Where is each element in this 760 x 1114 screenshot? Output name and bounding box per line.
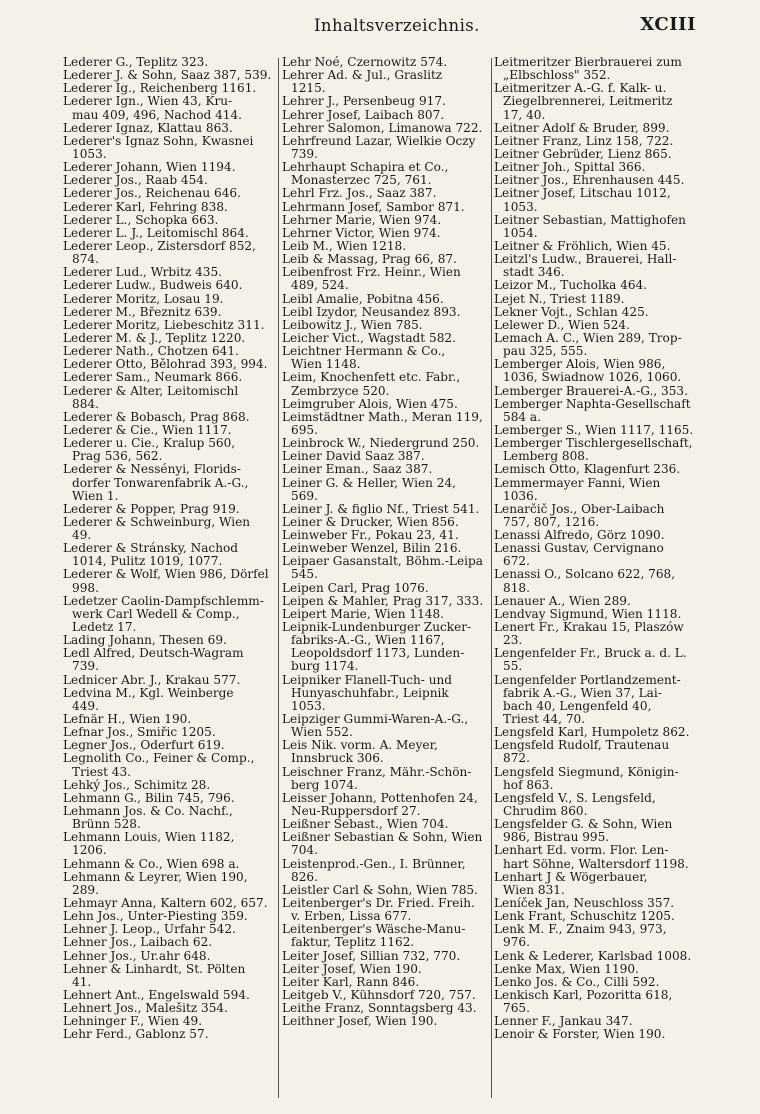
index-entry-line: Leiter Josef, Sillian 732, 770.: [282, 949, 461, 963]
index-entry-line: Lederer L. J., Leitomischl 864.: [63, 226, 249, 240]
index-entry-line: Leitner Adolf & Bruder, 899.: [494, 121, 670, 135]
index-entry-line: Leitner & Fröhlich, Wien 45.: [494, 239, 671, 253]
index-entry-line: Lenke Max, Wien 1190.: [494, 962, 639, 976]
index-entry-line: Leipniker Flanell-Tuch- und: [282, 673, 453, 687]
index-entry-line: Legner Jos., Oderfurt 619.: [63, 739, 225, 753]
index-entry-line: Lederer Moritz, Losau 19.: [63, 292, 224, 306]
index-entry-line: Wien 552.: [291, 726, 353, 740]
page-header: [0, 10, 760, 44]
index-entry-line: Lenko Jos. & Co., Cilli 592.: [494, 975, 660, 989]
index-entry-line: Leichtner Hermann & Co.,: [282, 345, 446, 359]
index-entry-line: Lederer & Stránsky, Nachod: [63, 542, 239, 556]
index-entry-line: Lederer G., Teplitz 323.: [63, 56, 209, 69]
index-entry-line: Leiter Josef, Wien 190.: [282, 962, 422, 976]
index-entry-line: 757, 807, 1216.: [503, 515, 600, 529]
index-entry-line: 739.: [291, 147, 318, 161]
index-entry-line: Lederer Otto, Bělohrad 393, 994.: [63, 358, 268, 372]
index-entry-line: Lenkisch Karl, Pozoritta 618,: [494, 988, 673, 1002]
index-entry-line: Lefnär H., Wien 190.: [63, 713, 192, 727]
index-entry-line: 584 a.: [503, 410, 541, 424]
index-entry-line: Leinweber Wenzel, Bilin 216.: [282, 542, 462, 556]
index-entry-line: Lemisch Otto, Klagenfurt 236.: [494, 463, 681, 477]
index-entry-line: Lehrer Salomon, Limanowa 722.: [282, 121, 483, 135]
index-entry-line: Lemberger Naphta-Gesellschaft: [494, 397, 691, 411]
index-entry-line: Lederer Ludw., Budweis 640.: [63, 279, 243, 293]
index-entry-line: Leiner J. & figlio Nf., Triest 541.: [282, 502, 480, 516]
index-entry-line: Lederer Jos., Reichenau 646.: [63, 187, 241, 201]
index-entry-line: Ledetz 17.: [72, 621, 137, 635]
index-entry-line: Leipnik-Lundenburger Zucker-: [282, 621, 472, 635]
index-entry-line: Leiner G. & Heller, Wien 24,: [282, 476, 457, 490]
index-entry-line: Leopoldsdorf 1173, Lunden-: [291, 647, 465, 661]
index-entry-line: Lejet N., Triest 1189.: [494, 292, 625, 306]
index-entry-line: Leitner Sebastian, Mattighofen: [494, 213, 686, 227]
index-entry-line: 449.: [72, 699, 99, 713]
index-entry-line: Lemberger S., Wien 1117, 1165.: [494, 423, 694, 437]
index-entry-line: Lemberger Brauerei-A.-G., 353.: [494, 384, 688, 398]
index-entry-line: 672.: [503, 555, 530, 569]
index-entry-line: Leiner Eman., Saaz 387.: [282, 463, 433, 477]
index-entry-line: Lednicer Abr. J., Krakau 577.: [63, 673, 241, 687]
index-entry-line: Lemberg 808.: [503, 450, 589, 464]
index-column-1: [63, 56, 273, 1042]
index-entry-line: Leimgruber Alois, Wien 475.: [282, 397, 458, 411]
index-entry-line: Ledetzer Caolin-Dampfschlemm-: [63, 594, 264, 608]
index-entry-line: Leibl Amalie, Pobitna 456.: [282, 292, 444, 306]
index-entry-line: Lenarčič Jos., Ober-Laibach: [494, 502, 665, 516]
index-entry-line: Lederer Sam., Neumark 866.: [63, 371, 243, 385]
index-entry-line: Lelewer D., Wien 524.: [494, 318, 630, 332]
index-entry-line: Lederer Jos., Raab 454.: [63, 174, 208, 188]
index-entry-line: 695.: [291, 423, 318, 437]
index-entry-line: Lederer & Alter, Leitomischl: [63, 384, 239, 398]
index-entry-line: Leiner & Drucker, Wien 856.: [282, 515, 459, 529]
index-entry-line: Monasterzec 725, 761.: [291, 174, 432, 188]
index-entry-line: Leibenfrost Frz. Heinr., Wien: [282, 266, 461, 280]
index-entry-line: Lehr Noé, Czernowitz 574.: [282, 56, 448, 69]
index-entry-line: stadt 346.: [503, 266, 565, 280]
index-entry-line: Lekner Vojt., Schlan 425.: [494, 305, 649, 319]
index-entry-line: Lederer M., Březnitz 639.: [63, 305, 222, 319]
index-entry-line: Wien 1148.: [291, 358, 361, 372]
index-entry-line: Lederer Moritz, Liebeschitz 311.: [63, 318, 265, 332]
index-entry-line: 569.: [291, 489, 318, 503]
index-entry-line: Lederer & Nessényi, Florids-: [63, 463, 241, 477]
index-entry-line: 41.: [72, 975, 92, 989]
index-entry-line: Lehner J. Leop., Urfahr 542.: [63, 923, 236, 937]
index-entry-line: Lehrhaupt Schapira et Co.,: [282, 161, 449, 175]
index-entry-line: Leizor M., Tucholka 464.: [494, 279, 648, 293]
index-entry-line: berg 1074.: [291, 778, 358, 792]
index-entry-line: Leißner Sebastian & Sohn, Wien: [282, 831, 483, 845]
index-entry-line: Leiner David Saaz 387.: [282, 450, 425, 464]
index-entry-line: Triest 44, 70.: [503, 713, 586, 727]
index-entry-line: Lenoir & Forster, Wien 190.: [494, 1028, 666, 1042]
index-entry-line: Leníček Jan, Neuschloss 357.: [494, 897, 675, 910]
index-entry-line: Lenassi Gustav, Cervignano: [494, 542, 664, 556]
index-entry-line: Leitmeritzer A.-G. f. Kalk- u.: [494, 82, 667, 96]
index-entry-line: dorfer Tonwarenfabrik A.-G.,: [72, 476, 249, 490]
index-entry-line: Leißner Sebast., Wien 704.: [282, 818, 449, 832]
index-entry-line: Legnolith Co., Feiner & Comp.,: [63, 752, 255, 766]
index-entry-line: Leis Nik. vorm. A. Meyer,: [282, 739, 438, 753]
index-entry-line: 1054.: [503, 226, 538, 240]
column-divider: [278, 58, 279, 1098]
index-entry-line: Lehmann Louis, Wien 1182,: [63, 831, 235, 845]
index-entry-line: 986, Bistrau 995.: [503, 831, 610, 845]
index-entry-line: hart Söhne, Waltersdorf 1198.: [503, 857, 689, 871]
index-entry-line: Lading Johann, Thesen 69.: [63, 634, 227, 648]
index-entry-line: Lederer & Popper, Prag 919.: [63, 502, 240, 516]
index-entry-line: Lehrer Josef, Laibach 807.: [282, 108, 445, 122]
column-divider: [491, 58, 492, 1098]
index-entry-line: Lengsfeld Karl, Humpoletz 862.: [494, 726, 690, 740]
index-entry-line: 872.: [503, 752, 530, 766]
index-entry-line: Lehninger F., Wien 49.: [63, 1015, 203, 1029]
index-entry-line: pau 325, 555.: [503, 345, 588, 359]
index-entry-line: Leitner Joh., Spittal 366.: [494, 161, 646, 175]
index-entry-line: Leitenberger's Wäsche-Manu-: [282, 923, 466, 937]
index-entry-line: Lederer & Wolf, Wien 986, Dörfel: [63, 568, 269, 582]
index-entry-line: Lemach A. C., Wien 289, Trop-: [494, 331, 682, 345]
index-entry-line: Leicher Vict., Wagstadt 582.: [282, 331, 456, 345]
index-entry-line: Lehmann Jos. & Co. Nachf.,: [63, 805, 233, 819]
index-entry-line: Lehrner Marie, Wien 974.: [282, 213, 442, 227]
index-entry-line: Lemmermayer Fanni, Wien: [494, 476, 661, 490]
index-entry-line: Leipen Carl, Prag 1076.: [282, 581, 429, 595]
index-entry-line: Prag 536, 562.: [72, 450, 163, 464]
index-entry-line: Chrudim 860.: [503, 805, 588, 819]
index-entry-line: Leitgeb V., Kühnsdorf 720, 757.: [282, 988, 476, 1002]
index-entry-line: 1053.: [503, 200, 538, 214]
index-entry-line: Wien 831.: [503, 883, 565, 897]
index-entry-line: Lehmann & Leyrer, Wien 190,: [63, 870, 248, 884]
index-entry-line: Lederer M. & J., Teplitz 1220.: [63, 331, 246, 345]
index-entry-line: Ziegelbrennerei, Leitmeritz: [503, 95, 673, 109]
index-entry-line: Hunyaschuhfabr., Leipnik: [291, 686, 449, 700]
index-entry-line: Lengsfelder G. & Sohn, Wien: [494, 818, 673, 832]
index-entry-line: Lehrner Victor, Wien 974.: [282, 226, 441, 240]
index-entry-line: 49.: [72, 529, 92, 543]
index-entry-line: Lederer & Schweinburg, Wien: [63, 515, 251, 529]
index-entry-line: Neu-Ruppersdorf 27.: [291, 805, 421, 819]
page-number: XCIII: [640, 14, 696, 35]
index-entry-line: Lengsfeld Rudolf, Trautenau: [494, 739, 670, 753]
index-entry-line: Ledl Alfred, Deutsch-Wagram: [63, 647, 244, 661]
index-entry-line: Leipert Marie, Wien 1148.: [282, 607, 445, 621]
index-entry-line: Lehner Jos., Laibach 62.: [63, 936, 213, 950]
index-entry-line: Lefnar Jos., Smiřic 1205.: [63, 726, 216, 740]
index-entry-line: Lenk & Lederer, Karlsbad 1008.: [494, 949, 692, 963]
index-entry-line: Lenauer A., Wien 289.: [494, 594, 631, 608]
index-entry-line: Leistler Carl & Sohn, Wien 785.: [282, 883, 478, 897]
index-entry-line: Brünn 528.: [72, 818, 141, 832]
index-entry-line: 1053.: [72, 147, 107, 161]
index-entry-line: Leithner Josef, Wien 190.: [282, 1015, 438, 1029]
index-entry-line: Lenk Frant, Schuschitz 1205.: [494, 910, 675, 924]
index-entry-line: 1014, Pulitz 1019, 1077.: [72, 555, 223, 569]
index-entry-line: 976.: [503, 936, 530, 950]
index-entry-line: 489, 524.: [291, 279, 349, 293]
index-entry-line: Lederer Nath., Chotzen 641.: [63, 345, 239, 359]
index-entry-line: fabriks-A.-G., Wien 1167,: [291, 634, 445, 648]
index-entry-line: Ledvina M., Kgl. Weinberge: [63, 686, 234, 700]
index-entry-line: Lenhart J & Wögerbauer,: [494, 870, 648, 884]
index-entry-line: Leipaer Gasanstalt, Böhm.-Leipa: [282, 555, 483, 569]
index-entry-line: 998.: [72, 581, 99, 595]
index-entry-line: Lengenfelder Fr., Bruck a. d. L.: [494, 647, 687, 661]
index-entry-line: Lenk M. F., Znaim 943, 973,: [494, 923, 667, 937]
index-entry-line: Leiter Karl, Rann 846.: [282, 975, 420, 989]
index-entry-line: hof 863.: [503, 778, 554, 792]
index-entry-line: v. Erben, Lissa 677.: [291, 910, 412, 924]
index-entry-line: 1053.: [291, 699, 326, 713]
index-entry-line: 545.: [291, 568, 318, 582]
index-entry-line: Lehmann G., Bilin 745, 796.: [63, 791, 235, 805]
index-column-3: [494, 56, 699, 1042]
index-entry-line: Lengenfelder Portlandzement-: [494, 673, 681, 687]
index-entry-line: Leimstädtner Math., Meran 119,: [282, 410, 483, 424]
index-entry-line: Leitner Gebrüder, Lienz 865.: [494, 147, 672, 161]
index-entry-line: 1036, Swiadnow 1026, 1060.: [503, 371, 682, 385]
index-entry-line: Lederer J. & Sohn, Saaz 387, 539.: [63, 69, 272, 83]
index-entry-line: Lederer Ignaz, Klattau 863.: [63, 121, 233, 135]
index-entry-line: Lederer & Cie., Wien 1117.: [63, 423, 232, 437]
index-entry-line: Lehrl Frz. Jos., Saaz 387.: [282, 187, 437, 201]
index-entry-line: Lehrer Ad. & Jul., Graslitz: [282, 69, 443, 83]
index-entry-line: 874.: [72, 253, 99, 267]
index-entry-line: Innsbruck 306.: [291, 752, 384, 766]
index-entry-line: Lehký Jos., Schimitz 28.: [63, 778, 211, 792]
index-entry-line: Wien 1.: [72, 489, 119, 503]
index-entry-line: Lederer Leop., Zistersdorf 852,: [63, 239, 256, 253]
index-entry-line: 1215.: [291, 82, 326, 96]
index-entry-line: Leisser Johann, Pottenhofen 24,: [282, 791, 478, 805]
index-entry-line: Leischner Franz, Mähr.-Schön-: [282, 765, 472, 779]
index-entry-line: Leim, Knochenfett etc. Fabr.,: [282, 371, 461, 385]
index-entry-line: Lederer Karl, Fehring 838.: [63, 200, 228, 214]
index-entry-line: Leitner Jos., Ehrenhausen 445.: [494, 174, 685, 188]
index-entry-line: 289.: [72, 883, 99, 897]
index-entry-line: 765.: [503, 1002, 530, 1016]
index-entry-line: 17, 40.: [503, 108, 546, 122]
index-entry-line: Lehnert Jos., Malešitz 354.: [63, 1002, 228, 1016]
index-entry-line: 826.: [291, 870, 318, 884]
index-entry-line: Lehner Jos., Ur.ahr 648.: [63, 949, 211, 963]
index-entry-line: 1206.: [72, 844, 107, 858]
index-entry-line: Lehner & Linhardt, St. Pölten: [63, 962, 246, 976]
index-entry-line: Leibowitz J., Wien 785.: [282, 318, 423, 332]
index-entry-line: Lederer & Bobasch, Prag 868.: [63, 410, 250, 424]
index-entry-line: Lenhart Ed. vorm. Flor. Len-: [494, 844, 669, 858]
index-entry-line: Zembrzyce 520.: [291, 384, 390, 398]
index-entry-line: Lengsfeld V., S. Lengsfeld,: [494, 791, 656, 805]
index-entry-line: Leitmeritzer Bierbrauerei zum: [494, 56, 682, 69]
index-entry-line: Lehr Ferd., Gablonz 57.: [63, 1028, 209, 1042]
index-entry-line: 704.: [291, 844, 318, 858]
index-entry-line: 23.: [503, 634, 523, 648]
index-entry-line: Lehrfreund Lazar, Wielkie Oczy: [282, 134, 476, 148]
index-entry-line: Lenert Fr., Krakau 15, Plaszów: [494, 621, 684, 635]
index-entry-line: Lenner F., Jankau 347.: [494, 1015, 633, 1029]
index-entry-line: burg 1174.: [291, 660, 359, 674]
index-entry-line: Leipziger Gummi-Waren-A.-G.,: [282, 713, 469, 727]
index-entry-line: Leithe Franz, Sonntagsberg 43.: [282, 1002, 477, 1016]
index-entry-line: Lehrmann Josef, Sambor 871.: [282, 200, 465, 214]
index-entry-line: Leitzl's Ludw., Brauerei, Hall-: [494, 253, 677, 267]
index-entry-line: fabrik A.-G., Wien 37, Lai-: [503, 686, 662, 700]
index-entry-line: Lehrer J., Persenbeug 917.: [282, 95, 446, 109]
index-entry-line: Leipen & Mahler, Prag 317, 333.: [282, 594, 484, 608]
index-entry-line: Leitner Josef, Litschau 1012,: [494, 187, 671, 201]
index-entry-line: Leibl Izydor, Neusandez 893.: [282, 305, 461, 319]
index-entry-line: Lederer L., Schopka 663.: [63, 213, 219, 227]
index-entry-line: Lederer Ign., Wien 43, Kru-: [63, 95, 233, 109]
index-entry-line: Lenassi O., Solcano 622, 768,: [494, 568, 676, 582]
index-entry-line: Leinweber Fr., Pokau 23, 41.: [282, 529, 459, 543]
index-entry-line: Lengsfeld Siegmund, Königin-: [494, 765, 679, 779]
index-entry-line: Lemberger Alois, Wien 986,: [494, 358, 666, 372]
index-entry-line: 739.: [72, 660, 99, 674]
index-entry-line: Lehnert Ant., Engelswald 594.: [63, 988, 250, 1002]
index-entry-line: Lemberger Tischlergesellschaft,: [494, 437, 693, 451]
index-entry-line: Lehmayr Anna, Kaltern 602, 657.: [63, 897, 268, 910]
index-entry-line: bach 40, Lengenfeld 40,: [503, 699, 652, 713]
index-entry-line: Leinbrock W., Niedergrund 250.: [282, 437, 480, 451]
index-entry-line: Lendvay Sigmund, Wien 1118.: [494, 607, 682, 621]
index-entry-line: 884.: [72, 397, 99, 411]
index-column-2: [282, 56, 490, 1028]
index-entry-line: faktur, Teplitz 1162.: [291, 936, 415, 950]
index-entry-line: Lederer u. Cie., Kralup 560,: [63, 437, 236, 451]
index-entry-line: „Elbschloss" 352.: [503, 69, 611, 83]
index-entry-line: Lenassi Alfredo, Görz 1090.: [494, 529, 665, 543]
index-entry-line: Lederer Johann, Wien 1194.: [63, 161, 236, 175]
index-entry-line: Lederer's Ignaz Sohn, Kwasnei: [63, 134, 254, 148]
index-entry-line: mau 409, 496, Nachod 414.: [72, 108, 243, 122]
index-entry-line: werk Carl Wedell & Comp.,: [72, 607, 240, 621]
index-entry-line: Lederer Ig., Reichenberg 1161.: [63, 82, 257, 96]
index-entry-line: 1036.: [503, 489, 538, 503]
index-entry-line: 818.: [503, 581, 530, 595]
index-entry-line: Leitner Franz, Linz 158, 722.: [494, 134, 674, 148]
index-entry-line: Leib & Massag, Prag 66, 87.: [282, 253, 457, 267]
index-entry-line: Lehmann & Co., Wien 698 a.: [63, 857, 240, 871]
index-entry-line: Triest 43.: [72, 765, 132, 779]
index-entry-line: 55.: [503, 660, 523, 674]
index-entry-line: Lederer Lud., Wrbitz 435.: [63, 266, 223, 280]
index-entry-line: Leib M., Wien 1218.: [282, 239, 407, 253]
index-entry-line: Leistenprod.-Gen., I. Brünner,: [282, 857, 466, 871]
index-entry-line: Lehn Jos., Unter-Piesting 359.: [63, 910, 248, 924]
index-entry-line: Leitenberger's Dr. Fried. Freih.: [282, 897, 475, 910]
page-title: Inhaltsverzeichnis.: [314, 16, 480, 35]
